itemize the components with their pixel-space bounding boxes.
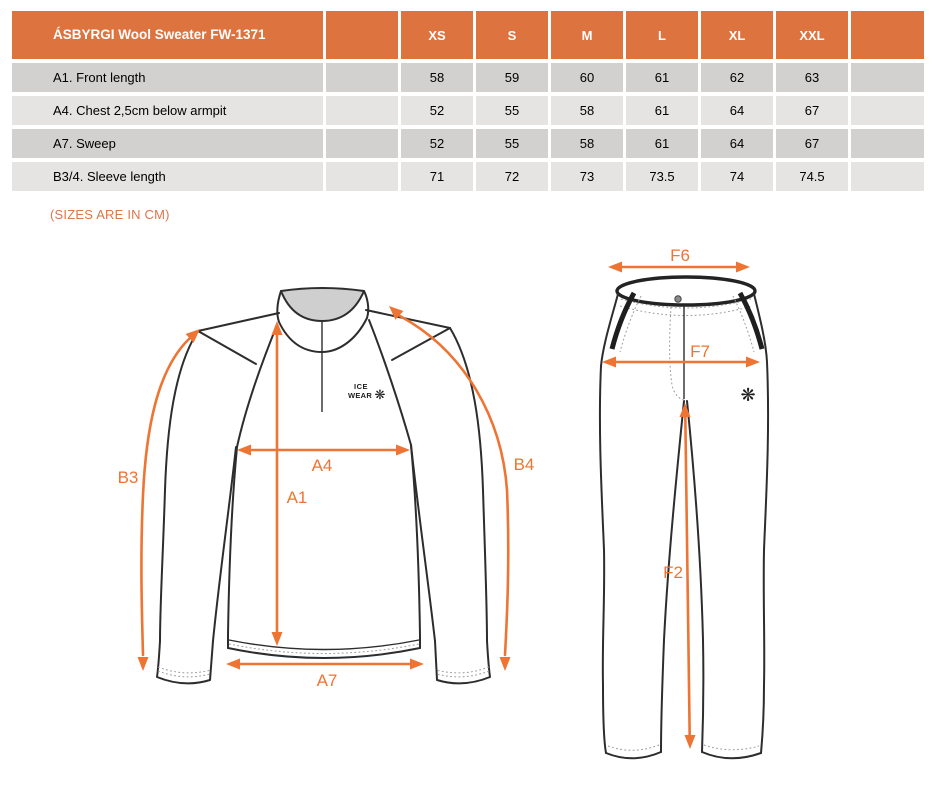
a4-label: A4 <box>311 456 333 475</box>
pants-drawing <box>600 277 768 758</box>
left-leg-hem-stitching <box>608 745 659 750</box>
size-value-cell: 60 <box>551 63 623 92</box>
size-value-cell: 52 <box>401 129 473 158</box>
header-trailing-cell <box>851 11 924 59</box>
size-col-s: S <box>476 11 548 59</box>
right-sleeve-inner <box>411 445 435 641</box>
size-table <box>12 11 924 191</box>
right-cuff <box>435 641 490 683</box>
size-value-cell: 67 <box>776 96 848 125</box>
left-leg-hem <box>606 752 661 758</box>
waistband <box>617 277 755 305</box>
size-value-cell: 61 <box>626 129 698 158</box>
size-value-cell: 55 <box>476 129 548 158</box>
table-header-row <box>12 11 924 59</box>
b3-arrowhead-bottom <box>138 657 149 671</box>
size-value-cell: 73 <box>551 162 623 191</box>
size-value-cell: 52 <box>401 96 473 125</box>
sweater-drawing <box>157 288 490 683</box>
icewear-snowflake-icon: ❋ <box>374 388 386 403</box>
a7-arrowhead-left <box>226 659 240 670</box>
measurement-label-a1: A1. Front length <box>12 63 323 92</box>
right-leg-hem <box>702 752 761 758</box>
right-shoulder-line <box>366 310 450 328</box>
table-row-front-length <box>12 63 924 92</box>
sizes-unit-note: (SIZES ARE IN CM) <box>50 207 170 222</box>
f6-arrowhead-right <box>736 262 750 273</box>
f6-label: F6 <box>670 246 690 265</box>
size-value-cell: 58 <box>401 63 473 92</box>
size-col-l: L <box>626 11 698 59</box>
waistband-stitching <box>620 306 752 316</box>
measurement-label-a7: A7. Sweep <box>12 129 323 158</box>
right-leg-hem-stitching <box>704 745 759 750</box>
trailing-cell <box>851 96 924 125</box>
right-sleeve-outer <box>450 328 487 641</box>
size-value-cell: 61 <box>626 63 698 92</box>
size-value-cell: 62 <box>701 63 773 92</box>
spacer-cell <box>326 63 398 92</box>
hem-inner <box>229 640 419 650</box>
size-value-cell: 61 <box>626 96 698 125</box>
right-shoulder-seam <box>392 328 450 360</box>
size-value-cell: 72 <box>476 162 548 191</box>
size-value-cell: 73.5 <box>626 162 698 191</box>
trailing-cell <box>851 129 924 158</box>
size-value-cell: 59 <box>476 63 548 92</box>
size-value-cell: 58 <box>551 129 623 158</box>
sweater-measurement-arrows <box>118 306 535 690</box>
size-value-cell: 55 <box>476 96 548 125</box>
a7-label: A7 <box>316 671 338 690</box>
right-raglan-seam <box>369 320 411 445</box>
left-cuff-stitching <box>158 671 210 677</box>
right-pocket <box>740 293 762 349</box>
icewear-logo-line2: WEAR <box>347 391 373 400</box>
size-col-xl: XL <box>701 11 773 59</box>
f2-arrowhead-bottom <box>685 735 696 749</box>
header-spacer-cell <box>326 11 398 59</box>
size-value-cell: 71 <box>401 162 473 191</box>
trailing-cell <box>851 162 924 191</box>
trailing-cell <box>851 63 924 92</box>
b4-arrowhead-bottom <box>500 657 511 671</box>
left-raglan-seam <box>237 325 277 447</box>
size-value-cell: 64 <box>701 129 773 158</box>
f2-label: F2 <box>663 563 683 582</box>
left-cuff-stitching <box>158 667 211 673</box>
table-title: ÁSBYRGI Wool Sweater FW-1371 <box>12 11 323 59</box>
f2-arrow <box>685 415 689 737</box>
size-col-m: M <box>551 11 623 59</box>
left-sleeve-inner <box>213 447 236 641</box>
icewear-logo-line1: ICE <box>353 382 369 391</box>
measurement-label-a4: A4. Chest 2,5cm below armpit <box>12 96 323 125</box>
a4-arrowhead-left <box>237 445 251 456</box>
pants-snowflake-icon: ❋ <box>740 385 756 406</box>
a1-arrowhead-bottom <box>272 632 283 646</box>
table-row-chest <box>12 96 924 125</box>
left-shoulder-line <box>198 313 279 331</box>
size-col-xs: XS <box>401 11 473 59</box>
b4-label: B4 <box>513 455 535 474</box>
measurement-label-b34: B3/4. Sleeve length <box>12 162 323 191</box>
size-value-cell: 74 <box>701 162 773 191</box>
size-value-cell: 63 <box>776 63 848 92</box>
a4-arrowhead-right <box>396 445 410 456</box>
right-cuff-stitching <box>436 667 489 673</box>
a7-arrowhead-right <box>410 659 424 670</box>
size-col-xxl: XXL <box>776 11 848 59</box>
pants-measurement-arrows <box>602 246 760 749</box>
table-row-sweep <box>12 129 924 158</box>
measurement-diagram <box>0 236 946 785</box>
f7-arrowhead-right <box>746 357 760 368</box>
table-row-sleeve-length <box>12 162 924 191</box>
left-cuff <box>157 641 213 683</box>
size-value-cell: 74.5 <box>776 162 848 191</box>
f7-arrowhead-left <box>602 357 616 368</box>
size-value-cell: 58 <box>551 96 623 125</box>
spacer-cell <box>326 129 398 158</box>
fly-stitching <box>670 307 684 400</box>
f6-arrowhead-left <box>608 262 622 273</box>
spacer-cell <box>326 96 398 125</box>
waist-button <box>675 296 681 302</box>
spacer-cell <box>326 162 398 191</box>
a1-label: A1 <box>286 488 308 507</box>
b3-label: B3 <box>117 468 139 487</box>
collar-inside <box>281 288 364 321</box>
a1-arrowhead-top <box>272 321 283 335</box>
size-value-cell: 64 <box>701 96 773 125</box>
body-right-side <box>411 445 420 648</box>
right-cuff-stitching <box>437 671 489 677</box>
f7-label: F7 <box>690 342 710 361</box>
left-shoulder-seam <box>198 331 256 364</box>
left-sleeve-outer <box>160 331 198 641</box>
size-value-cell: 67 <box>776 129 848 158</box>
